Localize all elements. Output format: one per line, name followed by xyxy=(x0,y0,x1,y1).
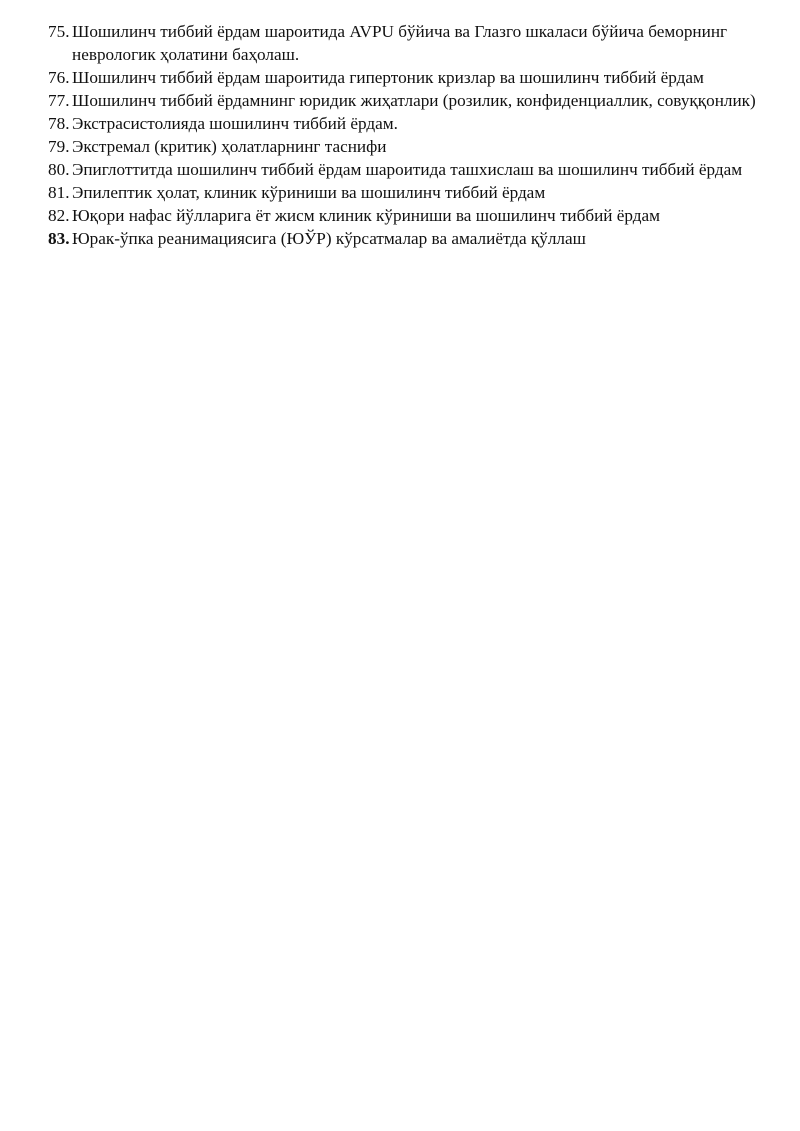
item-number: 80. xyxy=(48,160,70,179)
item-number: 76. xyxy=(48,68,70,87)
item-text: Шошилинч тиббий ёрдам шароитида гипертоник кризлар ва шошилинч тиббий ёрдам xyxy=(72,68,704,87)
list-item xyxy=(48,227,776,250)
item-text: Юқори нафас йўлларига ёт жисм клиник кўриниши ва шошилинч тиббий ёрдам xyxy=(72,206,661,225)
list-item xyxy=(48,66,776,89)
item-text: Эпиглоттитда шошилинч тиббий ёрдам шароитида ташхислаш ва шошилинч тиббий ёрдам xyxy=(72,160,743,179)
item-text: Экстремал (критик) ҳолатларнинг таснифи xyxy=(72,137,387,156)
list-item xyxy=(48,135,776,158)
item-text: Юрак-ўпка реанимациясига (ЮЎР) кўрсатмалар ва амалиётда қўллаш xyxy=(72,229,586,248)
item-text: Эпилептик ҳолат, клиник кўриниши ва шошилинч тиббий ёрдам xyxy=(72,183,546,202)
list-item xyxy=(48,204,776,227)
item-number: 83. xyxy=(48,229,70,248)
list-item xyxy=(48,158,776,181)
item-number: 78. xyxy=(48,114,70,133)
list-item xyxy=(48,112,776,135)
item-number: 79. xyxy=(48,137,70,156)
item-number: 77. xyxy=(48,91,70,110)
item-number: 82. xyxy=(48,206,70,225)
item-text: Экстрасистолияда шошилинч тиббий ёрдам. xyxy=(72,114,398,133)
list-item xyxy=(48,89,776,112)
item-number: 75. xyxy=(48,22,70,41)
list-item xyxy=(48,181,776,204)
item-number: 81. xyxy=(48,183,70,202)
item-text: Шошилинч тиббий ёрдамнинг юридик жиҳатлари (розилик, конфиденциаллик, совуққонлик) xyxy=(72,91,756,110)
question-list xyxy=(48,20,776,250)
item-text: Шошилинч тиббий ёрдам шароитида AVPU бўйича ва Глазго шкаласи бўйича беморнинг неврологик ҳолатини баҳолаш. xyxy=(72,22,728,64)
list-item xyxy=(48,20,776,66)
